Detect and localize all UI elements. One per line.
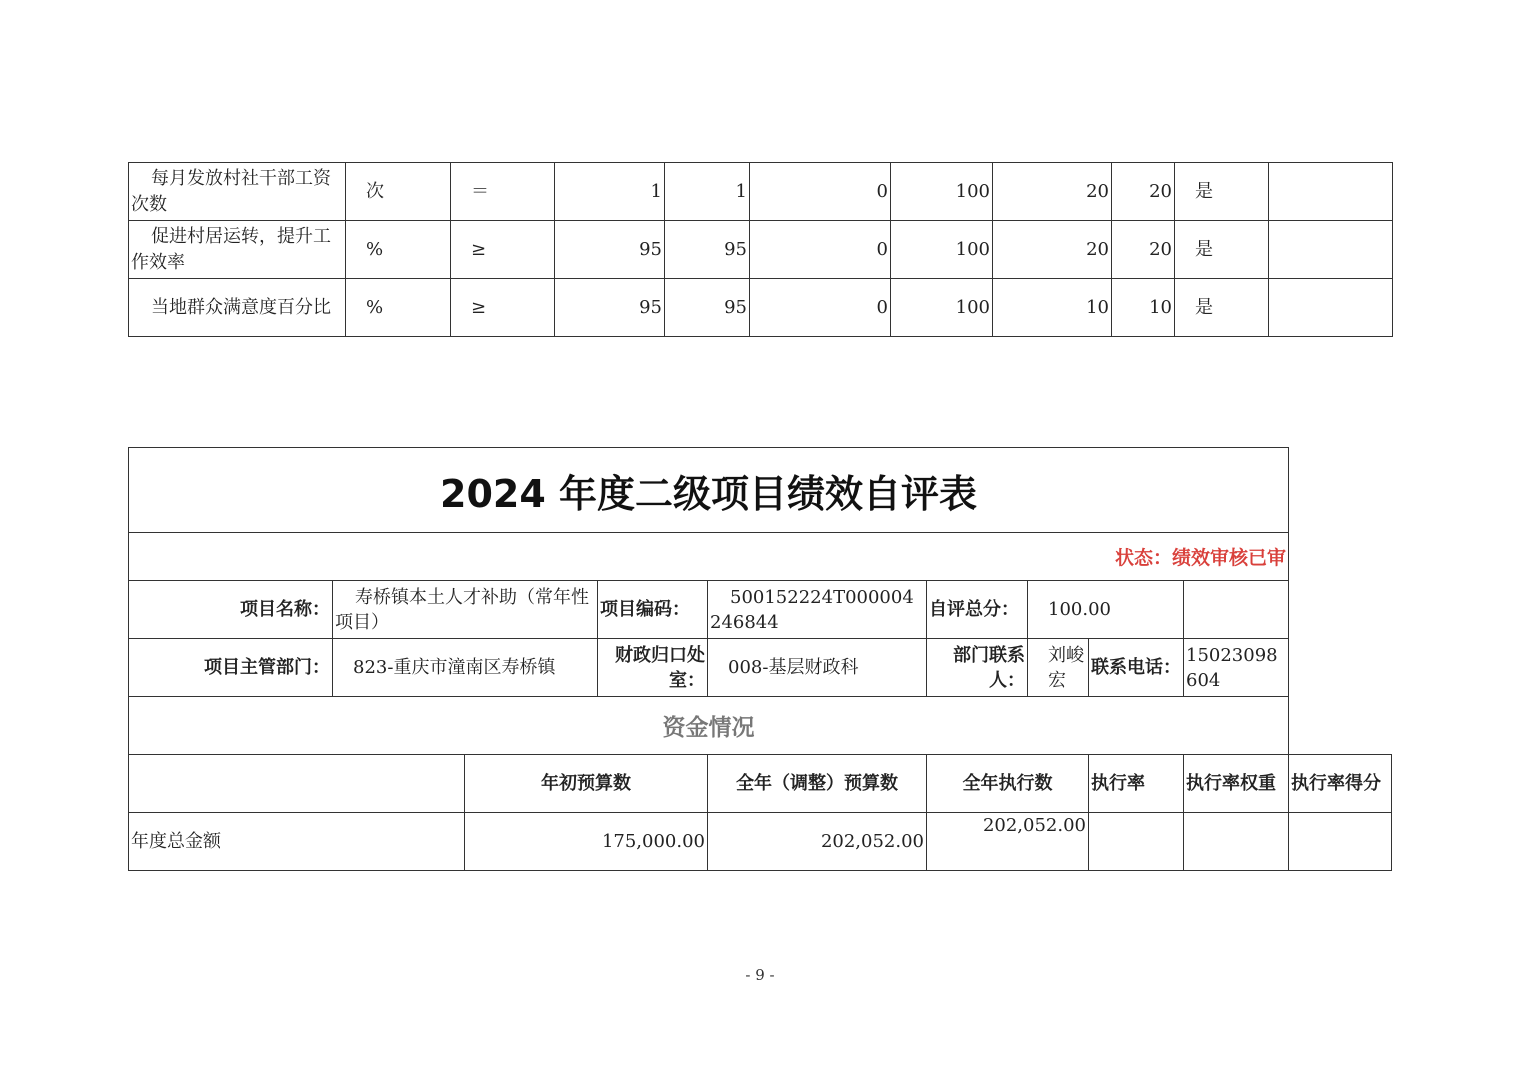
- indicator-weight: 20: [993, 221, 1112, 279]
- funds-adjusted-budget: 202,052.00: [708, 813, 927, 871]
- indicator-note: [1269, 279, 1393, 337]
- project-name-label: 项目名称：: [129, 581, 333, 639]
- indicator-name: 促进村居运转，提升工作效率: [129, 221, 346, 279]
- indicator-rate: 100: [891, 279, 993, 337]
- indicator-name: 当地群众满意度百分比: [129, 279, 346, 337]
- indicator-rate: 100: [891, 221, 993, 279]
- status-label: 状态：绩效审核已审: [129, 533, 1289, 581]
- page-number: - 9 -: [745, 966, 775, 984]
- finance-value: 008-基层财政科: [708, 639, 927, 697]
- indicator-weight: 20: [993, 163, 1112, 221]
- funds-header-blank: [129, 755, 465, 813]
- indicator-unit: 次: [346, 163, 451, 221]
- indicator-rate: 100: [891, 163, 993, 221]
- funds-header-exec-score: 执行率得分: [1289, 755, 1392, 813]
- contact-value: 刘峻宏: [1028, 639, 1089, 697]
- indicator-note: [1269, 163, 1393, 221]
- self-score-label: 自评总分：: [927, 581, 1028, 639]
- form-title: 2024 年度二级项目绩效自评表: [129, 448, 1289, 533]
- phone-value: 15023098604: [1184, 639, 1289, 697]
- indicator-operator: ≥: [451, 221, 555, 279]
- funds-header-adjusted-budget: 全年（调整）预算数: [708, 755, 927, 813]
- indicator-target: 95: [555, 279, 665, 337]
- funds-section-title: 资金情况: [129, 697, 1289, 755]
- contact-label: 部门联系人：: [927, 639, 1028, 697]
- indicator-score: 20: [1112, 163, 1175, 221]
- indicator-actual: 95: [665, 221, 750, 279]
- indicator-row: [129, 163, 1393, 221]
- indicator-unit: %: [346, 221, 451, 279]
- indicator-score: 20: [1112, 221, 1175, 279]
- indicator-diff: 0: [750, 221, 891, 279]
- indicator-operator: ＝: [451, 163, 555, 221]
- funds-exec-score: [1289, 813, 1392, 871]
- indicator-unit: %: [346, 279, 451, 337]
- indicator-actual: 95: [665, 279, 750, 337]
- empty-cell: [1184, 581, 1289, 639]
- funds-row-label: 年度总金额: [129, 813, 465, 871]
- project-name-value: 寿桥镇本土人才补助（常年性项目）: [333, 581, 598, 639]
- funds-exec-rate: [1089, 813, 1184, 871]
- funds-header-executed: 全年执行数: [927, 755, 1089, 813]
- indicator-name: 每月发放村社干部工资次数: [129, 163, 346, 221]
- indicator-target: 95: [555, 221, 665, 279]
- indicator-diff: 0: [750, 163, 891, 221]
- indicator-row: [129, 221, 1393, 279]
- indicator-actual: 1: [665, 163, 750, 221]
- funds-exec-weight: [1184, 813, 1289, 871]
- funds-initial-budget: 175,000.00: [465, 813, 708, 871]
- indicator-target: 1: [555, 163, 665, 221]
- funds-header-initial-budget: 年初预算数: [465, 755, 708, 813]
- dept-label: 项目主管部门：: [129, 639, 333, 697]
- indicator-score: 10: [1112, 279, 1175, 337]
- indicator-operator: ≥: [451, 279, 555, 337]
- funds-header-exec-weight: 执行率权重: [1184, 755, 1289, 813]
- indicator-weight: 10: [993, 279, 1112, 337]
- indicator-achieved: 是: [1175, 163, 1269, 221]
- self-evaluation-form: [128, 447, 1392, 871]
- project-code-value: 500152224T000004246844: [708, 581, 927, 639]
- funds-header-exec-rate: 执行率: [1089, 755, 1184, 813]
- funds-executed: 202,052.00: [927, 813, 1089, 871]
- indicator-diff: 0: [750, 279, 891, 337]
- indicator-note: [1269, 221, 1393, 279]
- dept-value: 823-重庆市潼南区寿桥镇: [333, 639, 598, 697]
- self-score-value: 100.00: [1028, 581, 1184, 639]
- indicator-achieved: 是: [1175, 221, 1269, 279]
- indicator-table: [128, 162, 1393, 337]
- project-code-label: 项目编码：: [598, 581, 708, 639]
- indicator-row: [129, 279, 1393, 337]
- finance-label: 财政归口处室：: [598, 639, 708, 697]
- phone-label: 联系电话：: [1089, 639, 1184, 697]
- indicator-achieved: 是: [1175, 279, 1269, 337]
- indicator-rows: [129, 163, 1393, 337]
